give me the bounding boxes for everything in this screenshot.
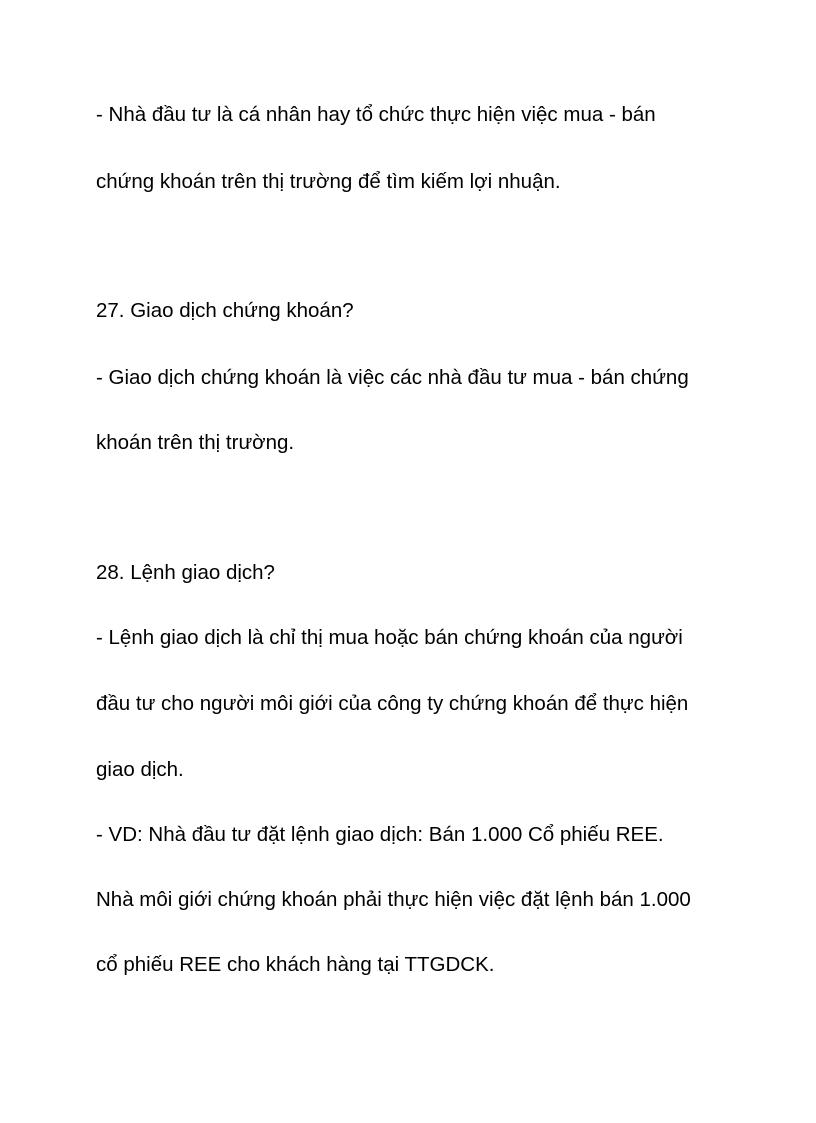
paragraph-example-line-2: Nhà môi giới chứng khoán phải thực hiện việc đặt lệnh bán 1.000	[96, 888, 691, 911]
paragraph-trading-definition-line-2: khoán trên thị trường.	[96, 431, 295, 454]
paragraph-investor-definition-line-1: - Nhà đầu tư là cá nhân hay tổ chức thực hiện việc mua - bán	[96, 103, 656, 126]
paragraph-example-line-3: cổ phiếu REE cho khách hàng tại TTGDCK.	[96, 953, 495, 976]
paragraph-order-definition-line-1: - Lệnh giao dịch là chỉ thị mua hoặc bán chứng khoán của người	[96, 626, 683, 649]
heading-28-trade-order: 28. Lệnh giao dịch?	[96, 561, 275, 584]
paragraph-investor-definition-line-2: chứng khoán trên thị trường để tìm kiếm lợi nhuận.	[96, 170, 561, 193]
heading-27-securities-trading: 27. Giao dịch chứng khoán?	[96, 299, 354, 322]
paragraph-trading-definition-line-1: - Giao dịch chứng khoán là việc các nhà đầu tư mua - bán chứng	[96, 366, 689, 389]
paragraph-example-line-1: - VD: Nhà đầu tư đặt lệnh giao dịch: Bán 1.000 Cổ phiếu REE.	[96, 823, 664, 846]
paragraph-order-definition-line-2: đầu tư cho người môi giới của công ty chứng khoán để thực hiện	[96, 692, 689, 715]
paragraph-order-definition-line-3: giao dịch.	[96, 758, 184, 781]
